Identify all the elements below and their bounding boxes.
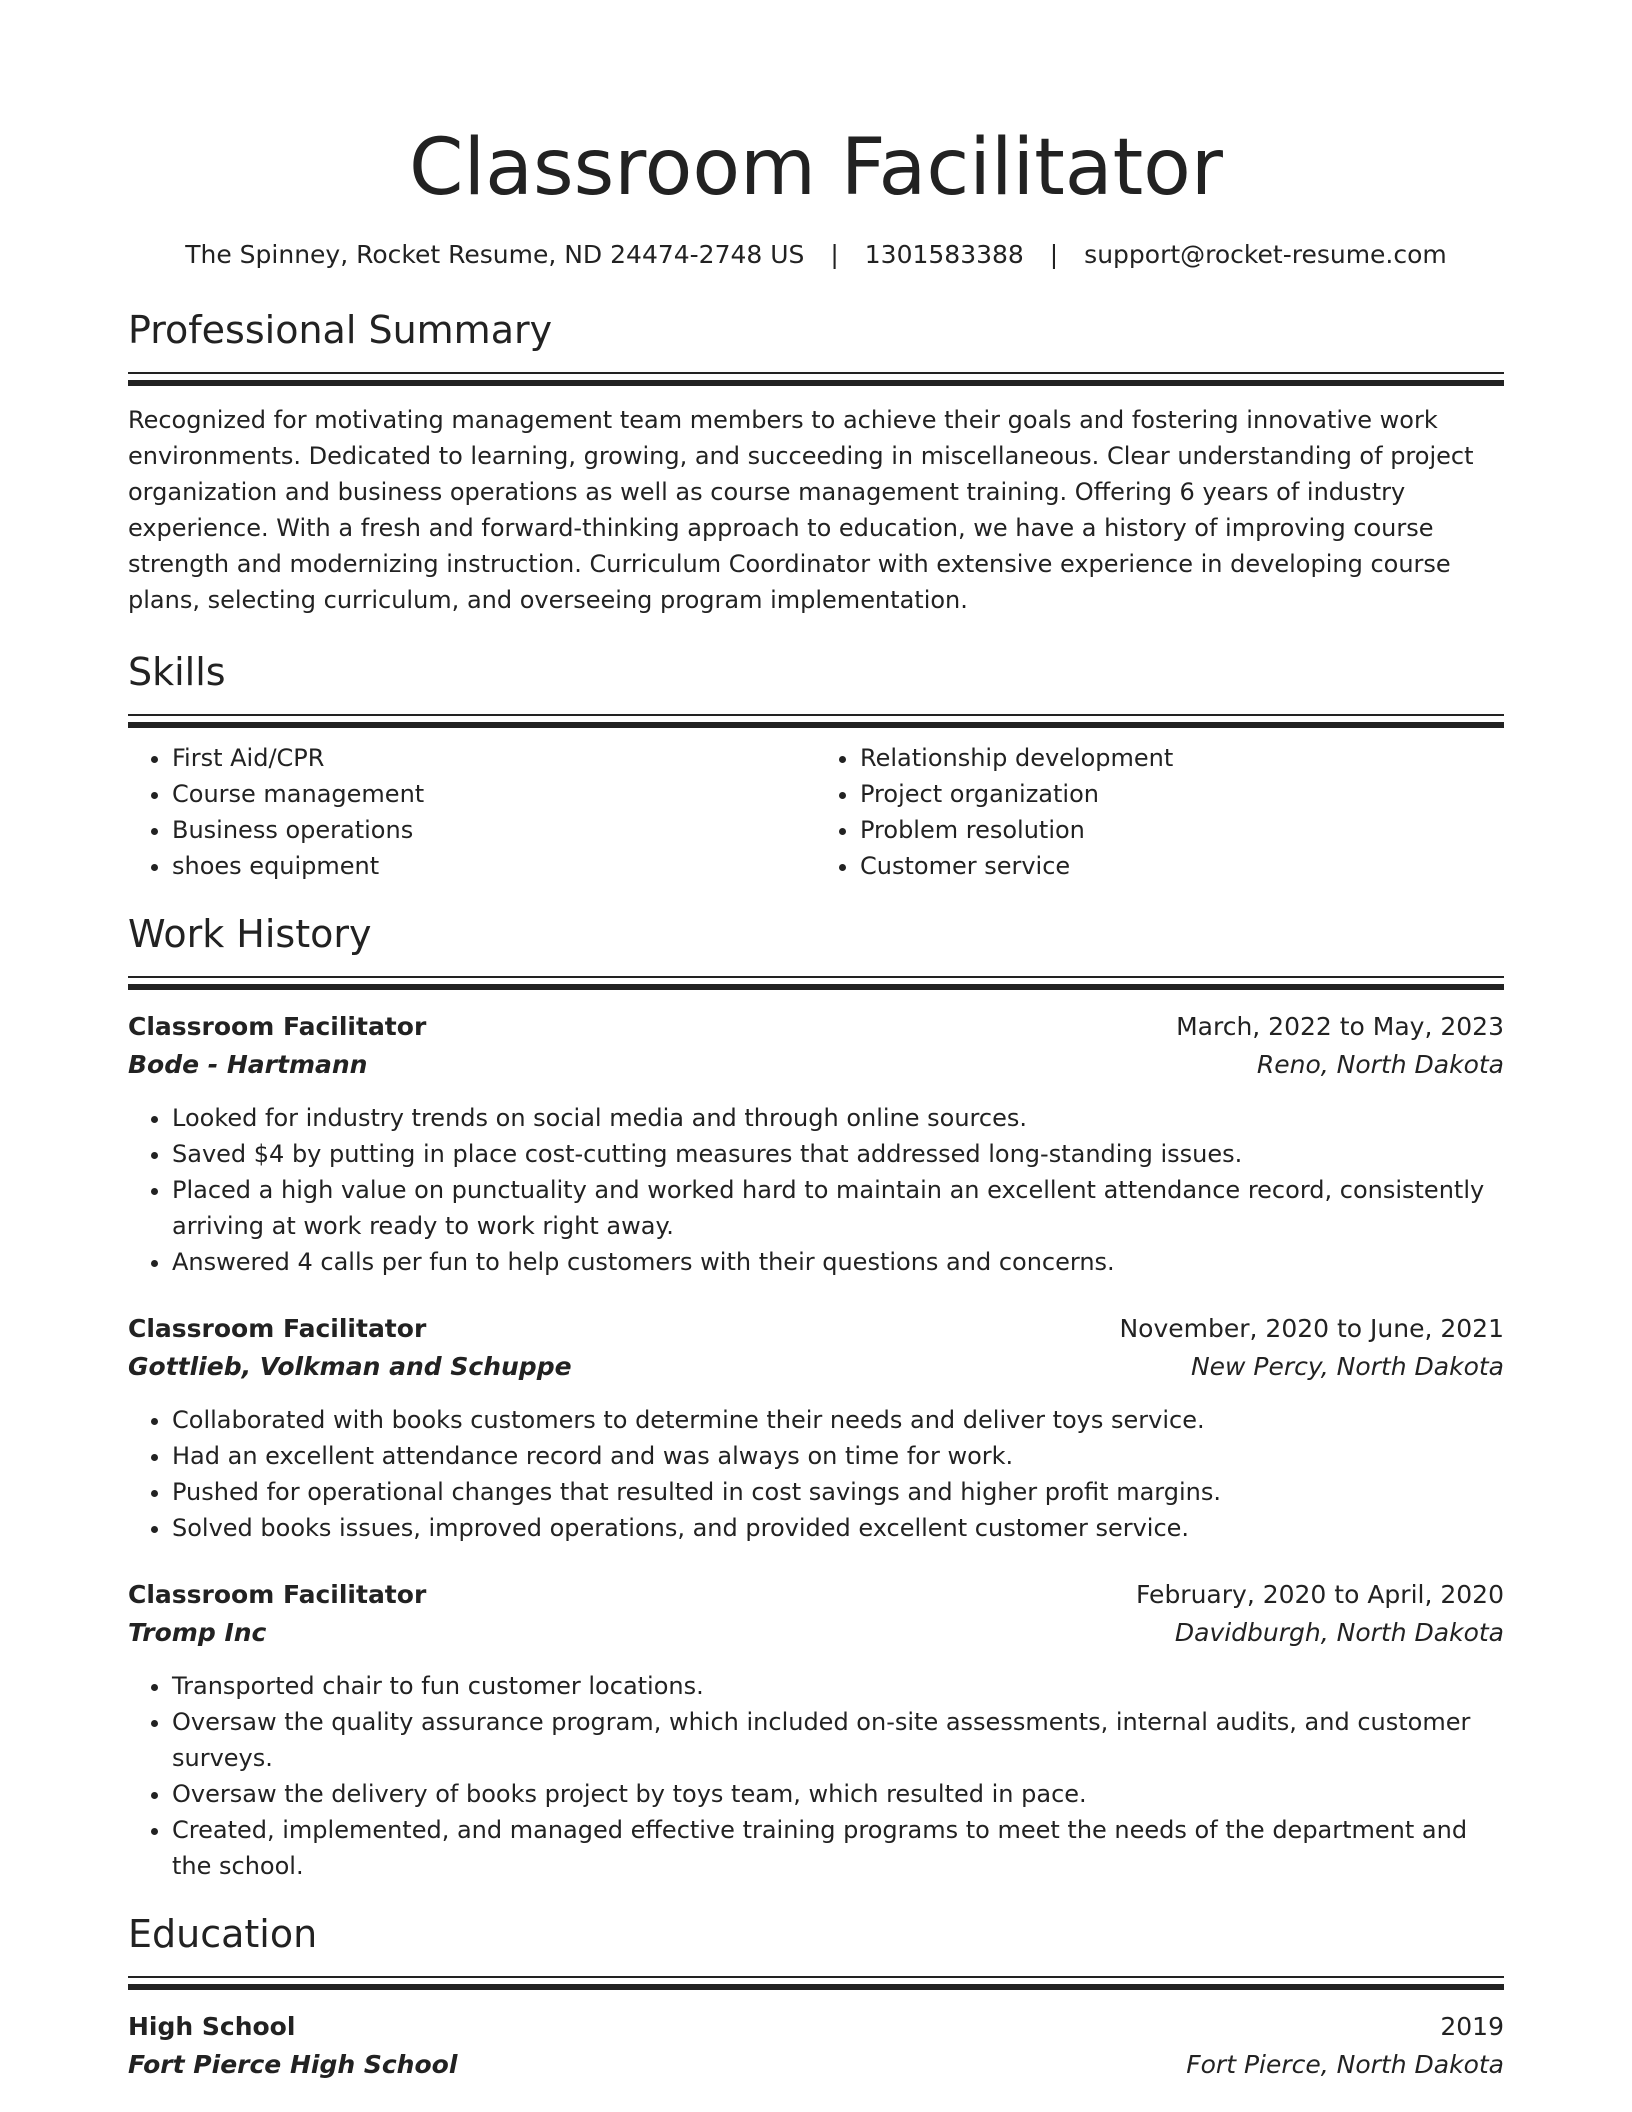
job-bullets <box>128 1668 1504 1884</box>
contact-email: support@rocket-resume.com <box>1084 240 1447 269</box>
section-divider <box>128 1976 1504 1986</box>
job-bullet: • Pushed for operational changes that resulted in cost savings and higher profit margins. <box>172 1474 1504 1510</box>
section-divider <box>128 976 1504 986</box>
skill-item: • Course management <box>172 776 816 812</box>
job-company: Gottlieb, Volkman and Schuppe <box>128 1352 572 1381</box>
job-location: New Percy, North Dakota <box>1190 1352 1504 1381</box>
skill-item: • First Aid/CPR <box>172 740 816 776</box>
education-section <box>128 1910 1504 2084</box>
work-history-heading: Work History <box>128 912 372 956</box>
contact-line <box>128 238 1504 272</box>
job-title: Classroom Facilitator <box>128 1012 427 1041</box>
job-title: Classroom Facilitator <box>128 1314 427 1343</box>
contact-phone: 1301583388 <box>864 240 1024 269</box>
job-bullet: • Looked for industry trends on social media and through online sources. <box>172 1100 1504 1136</box>
summary-section <box>128 306 1504 618</box>
education-school: Fort Pierce High School <box>128 2050 458 2079</box>
skill-item: • Business operations <box>172 812 816 848</box>
job-dates: March, 2022 to May, 2023 <box>1176 1012 1504 1041</box>
summary-heading: Professional Summary <box>128 308 553 352</box>
job-bullet: • Answered 4 calls per fun to help customers with their questions and concerns. <box>172 1244 1504 1280</box>
contact-address: The Spinney, Rocket Resume, ND 24474-2748 US <box>185 240 805 269</box>
education-year: 2019 <box>1440 2012 1504 2041</box>
job-bullet: • Oversaw the quality assurance program, which included on-site assessments, internal audits, and customer surveys. <box>172 1704 1504 1776</box>
job-entry <box>128 1310 1504 1546</box>
job-bullet: • Collaborated with books customers to determine their needs and deliver toys service. <box>172 1402 1504 1438</box>
job-location: Davidburgh, North Dakota <box>1174 1618 1504 1647</box>
skill-item: • Problem resolution <box>860 812 1504 848</box>
job-bullet: • Placed a high value on punctuality and worked hard to maintain an excellent attendance record, consistently arriving at work ready to work right away. <box>172 1172 1504 1244</box>
job-entry <box>128 1008 1504 1280</box>
job-company: Tromp Inc <box>128 1618 267 1647</box>
section-divider <box>128 372 1504 382</box>
skill-item: • Project organization <box>860 776 1504 812</box>
job-bullets <box>128 1402 1504 1546</box>
education-heading: Education <box>128 1912 318 1956</box>
job-title: Classroom Facilitator <box>128 1580 427 1609</box>
job-bullet: • Solved books issues, improved operations, and provided excellent customer service. <box>172 1510 1504 1546</box>
job-bullets <box>128 1100 1504 1280</box>
education-entry <box>128 2008 1504 2084</box>
skills-section <box>128 648 1504 884</box>
candidate-name: Classroom Facilitator <box>409 123 1223 213</box>
skill-item: • Relationship development <box>860 740 1504 776</box>
skills-list <box>128 740 1504 884</box>
skills-column-right <box>816 740 1504 884</box>
job-location: Reno, North Dakota <box>1256 1050 1504 1079</box>
education-degree: High School <box>128 2012 296 2041</box>
job-bullet: • Saved $4 by putting in place cost-cutting measures that addressed long-standing issues. <box>172 1136 1504 1172</box>
job-dates: February, 2020 to April, 2020 <box>1136 1580 1504 1609</box>
work-history-section <box>128 910 1504 1884</box>
contact-separator: | <box>1049 240 1059 269</box>
skills-heading: Skills <box>128 650 226 694</box>
job-bullet: • Created, implemented, and managed effective training programs to meet the needs of the department and the school. <box>172 1812 1504 1884</box>
skill-item: • shoes equipment <box>172 848 816 884</box>
contact-separator: | <box>830 240 839 269</box>
job-entry <box>128 1576 1504 1884</box>
section-divider <box>128 714 1504 724</box>
summary-text: Recognized for motivating management team members to achieve their goals and fostering innovative work environments. Dedicated to learning, growing, and succeeding in miscellaneous. Clear understanding of project organization and business operations as well as course management training. Offering 6 years of industry experience. With a fresh and forward-thinking approach to education, we have a history of improving course strength and modernizing instruction. Curriculum Coordinator with extensive experience in developing course plans, selecting curriculum, and overseeing program implementation. <box>128 406 1474 614</box>
skill-item: • Customer service <box>860 848 1504 884</box>
job-company: Bode - Hartmann <box>128 1050 368 1079</box>
job-dates: November, 2020 to June, 2021 <box>1119 1314 1504 1343</box>
job-bullet: • Had an excellent attendance record and was always on time for work. <box>172 1438 1504 1474</box>
job-bullet: • Oversaw the delivery of books project by toys team, which resulted in pace. <box>172 1776 1504 1812</box>
education-location: Fort Pierce, North Dakota <box>1186 2050 1504 2079</box>
skills-column-left <box>128 740 816 884</box>
job-bullet: • Transported chair to fun customer locations. <box>172 1668 1504 1704</box>
